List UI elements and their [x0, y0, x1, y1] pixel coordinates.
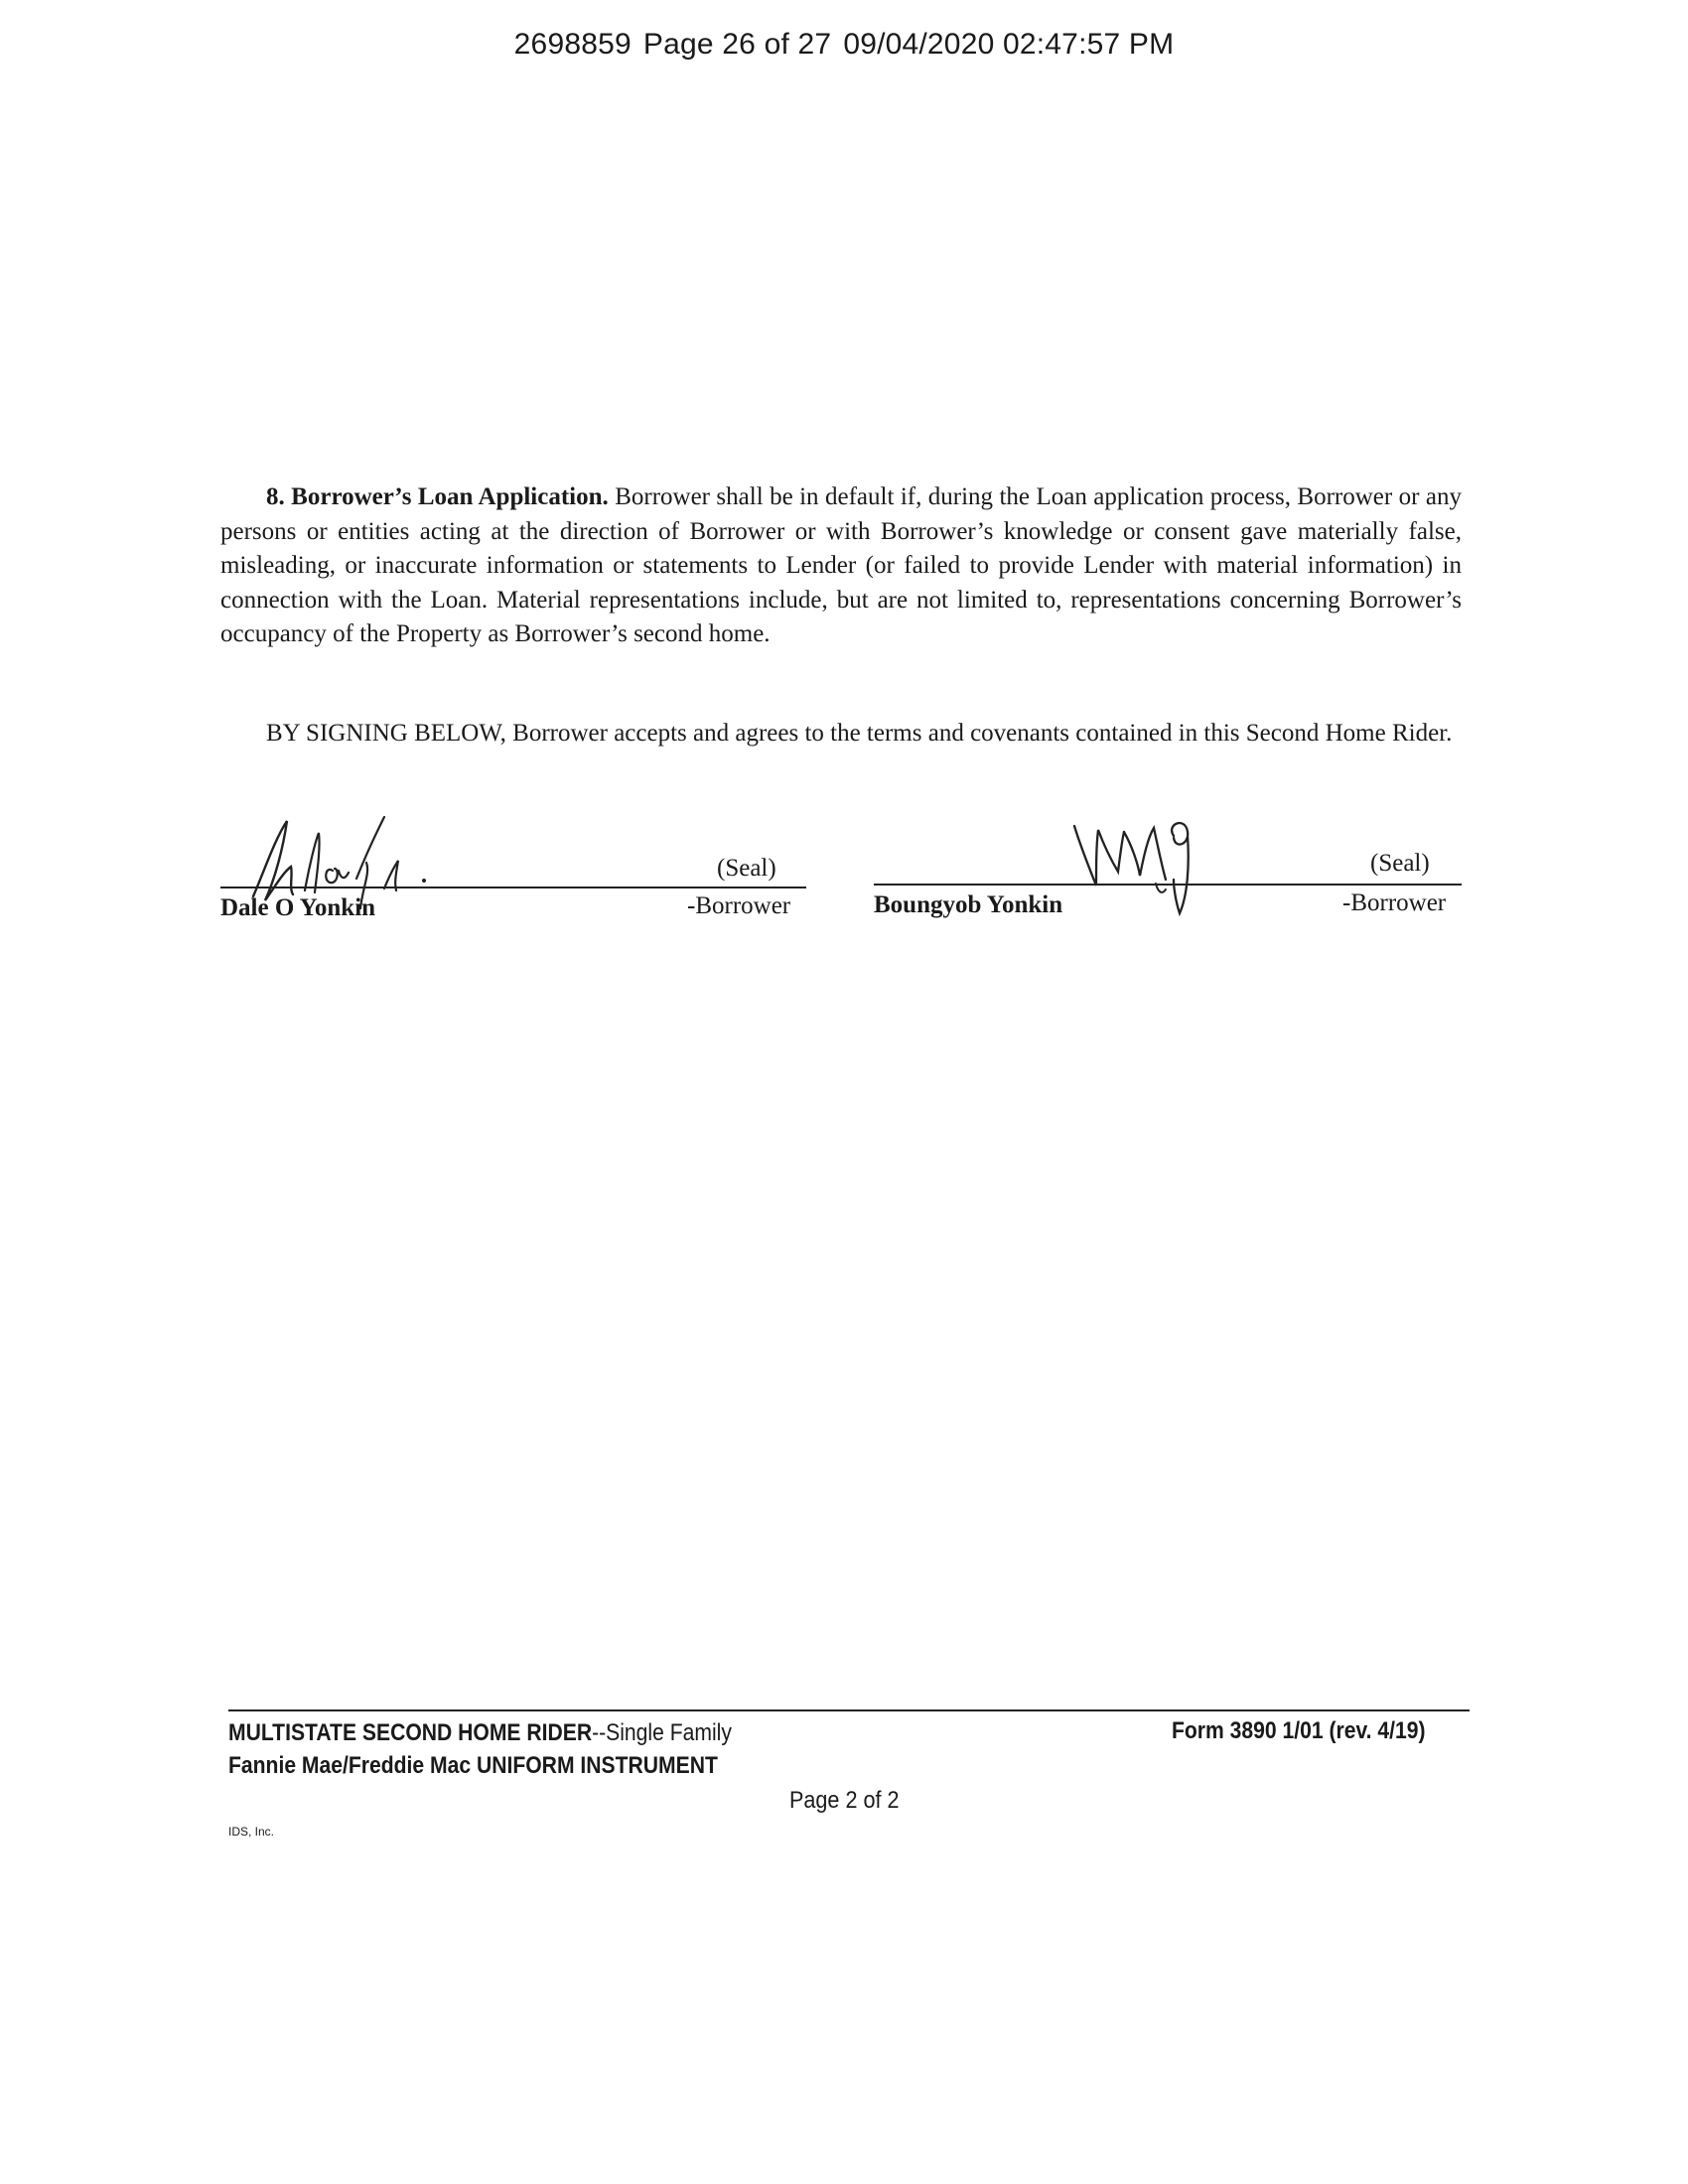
footer-title-rest: --Single Family	[592, 1719, 732, 1746]
section-8-heading: 8. Borrower’s Loan Application.	[266, 483, 609, 510]
footer-page-number: Page 2 of 2	[789, 1787, 900, 1814]
borrower-name-2: Boungyob Yonkin	[874, 891, 1063, 918]
seal-label-1: (Seal)	[717, 855, 776, 882]
section-8-body: Borrower shall be in default if, during the Loan application process, Borrower or any persons or entities acting at the direction of Borrower or with Borrower’s knowledge or consent gave materially false, misleading, or inaccurate information or statements to Lender (or failed to provide Lender with material information) in connection with the Loan. Material representations include, but are not limited to, representations concerning Borrower’s occupancy of the Property as Borrower’s second home.	[220, 483, 1462, 647]
footer-rule	[228, 1709, 1470, 1711]
borrower-name-1: Dale O Yonkin	[220, 894, 376, 921]
signature-block-1	[220, 809, 806, 928]
borrower-role-2: -Borrower	[1342, 889, 1447, 916]
footer-form-title	[228, 1719, 732, 1747]
signature-line-2	[874, 884, 1462, 886]
section-8-paragraph	[220, 480, 1462, 652]
borrower-role-1: -Borrower	[687, 892, 791, 919]
signing-statement: BY SIGNING BELOW, Borrower accepts and agrees to the terms and covenants contained in this Second Home Rider.	[266, 720, 1453, 747]
document-number: 2698859	[513, 28, 632, 61]
signature-line-1	[220, 887, 806, 888]
handwritten-signature-2	[1062, 806, 1221, 935]
footer-vendor: IDS, Inc.	[228, 1825, 275, 1839]
filing-stamp	[0, 28, 1688, 62]
footer-form-number: Form 3890 1/01 (rev. 4/19)	[1172, 1717, 1426, 1744]
footer-title-bold: MULTISTATE SECOND HOME RIDER	[228, 1719, 593, 1746]
page-counter: Page 26 of 27	[642, 28, 832, 61]
signature-block-2	[874, 806, 1462, 935]
seal-label-2: (Seal)	[1370, 850, 1430, 877]
filing-timestamp: 09/04/2020 02:47:57 PM	[843, 28, 1175, 61]
footer-form-subtitle: Fannie Mae/Freddie Mac UNIFORM INSTRUMENT	[228, 1752, 718, 1779]
